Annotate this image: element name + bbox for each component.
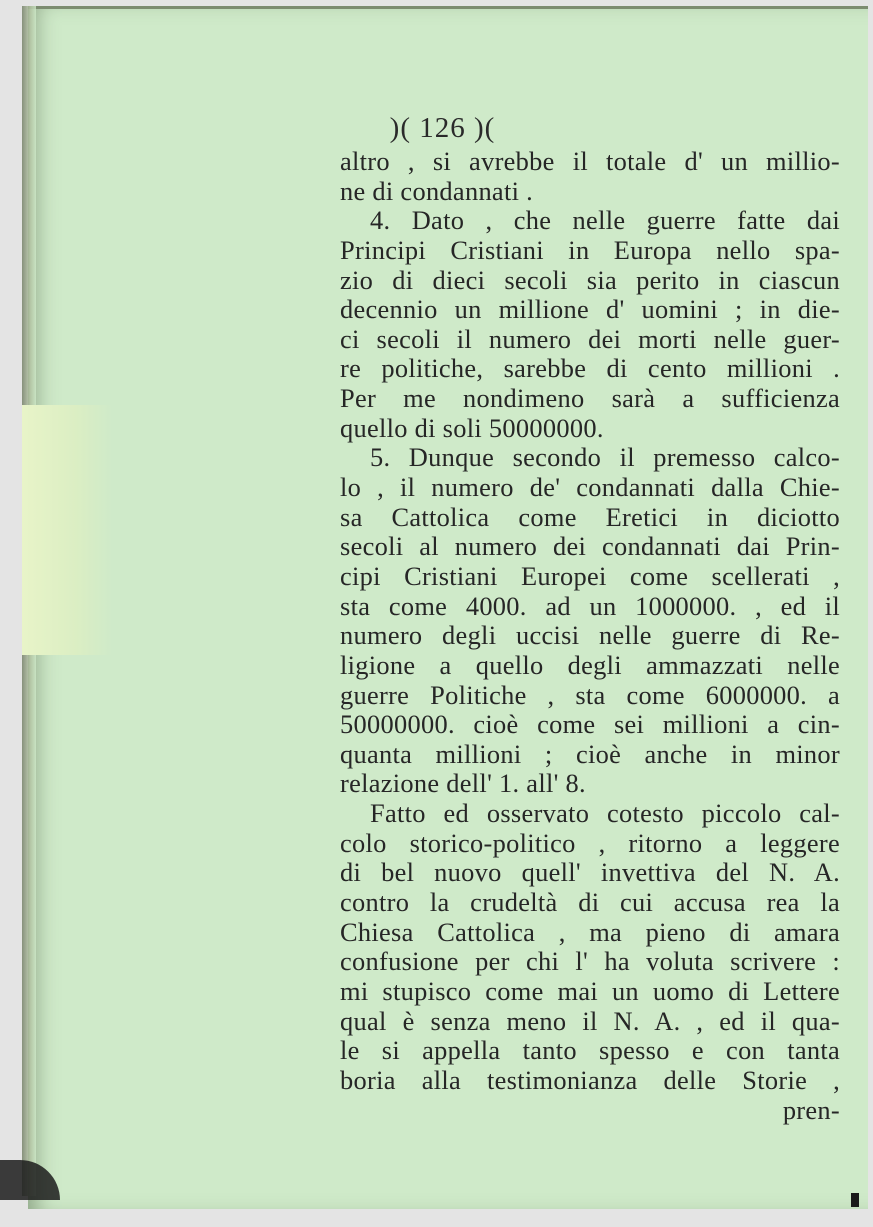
text-line: quello di soli 50000000. xyxy=(340,412,604,443)
text-line: cipi Cristiani Europei come scellerati , xyxy=(340,560,840,591)
text-line: decennio un millione d' uomini ; in die- xyxy=(340,294,840,325)
text-line: 50000000. cioè come sei millioni a cin- xyxy=(340,709,840,740)
text-line: 4. Dato , che nelle guerre fatte dai xyxy=(370,205,840,236)
text-line: boria alla testimonianza delle Storie , xyxy=(340,1064,840,1095)
text-line: le si appella tanto spesso e con tanta xyxy=(340,1035,840,1066)
text-line: relazione dell' 1. all' 8. xyxy=(340,768,586,799)
text-line: qual è senza meno il N. A. , ed il qua- xyxy=(340,1005,840,1036)
text-line: 5. Dunque secondo il premesso calco- xyxy=(370,442,840,473)
text-line: ne di condannati . xyxy=(340,175,534,206)
text-line: Principi Cristiani in Europa nello spa- xyxy=(340,234,840,265)
text-line: guerre Politiche , sta come 6000000. a xyxy=(340,679,840,710)
paper-discoloration xyxy=(22,405,112,655)
text-line: zio di dieci secoli sia perito in ciascun xyxy=(340,264,840,295)
page-body xyxy=(340,147,840,1125)
text-line: quanta millioni ; cioè anche in minor xyxy=(340,738,840,769)
page-number-header: )( 126 )( xyxy=(389,112,496,144)
text-line: di bel nuovo quell' invettiva del N. A. xyxy=(340,857,840,888)
text-line: ligione a quello degli ammazzati nelle xyxy=(340,649,840,680)
catchword: pren- xyxy=(782,1094,840,1125)
text-line: Fatto ed osservato cotesto piccolo cal- xyxy=(370,798,840,829)
text-line: lo , il numero de' condannati dalla Chie- xyxy=(340,472,840,503)
scan-corner-mark xyxy=(851,1193,859,1207)
text-line: ci secoli il numero dei morti nelle guer- xyxy=(340,323,840,354)
text-line: numero degli uccisi nelle guerre di Re- xyxy=(340,620,840,651)
text-line: sta come 4000. ad un 1000000. , ed il xyxy=(340,590,840,621)
text-line: mi stupisco come mai un uomo di Lettere xyxy=(340,975,840,1006)
text-line: contro la crudeltà di cui accusa rea la xyxy=(340,887,840,918)
text-line: altro , si avrebbe il totale d' un millio- xyxy=(340,146,840,176)
text-line: re politiche, sarebbe di cento millioni . xyxy=(340,353,840,384)
text-line: Chiesa Cattolica , ma pieno di amara xyxy=(340,916,840,947)
text-line: sa Cattolica come Eretici in diciotto xyxy=(340,501,840,532)
text-line: secoli al numero dei condannati dai Prin- xyxy=(340,531,840,562)
text-line: confusione per chi l' ha voluta scrivere : xyxy=(340,946,840,977)
text-line: Per me nondimeno sarà a sufficienza xyxy=(340,383,840,414)
text-line: colo storico-politico , ritorno a leggere xyxy=(340,827,840,858)
